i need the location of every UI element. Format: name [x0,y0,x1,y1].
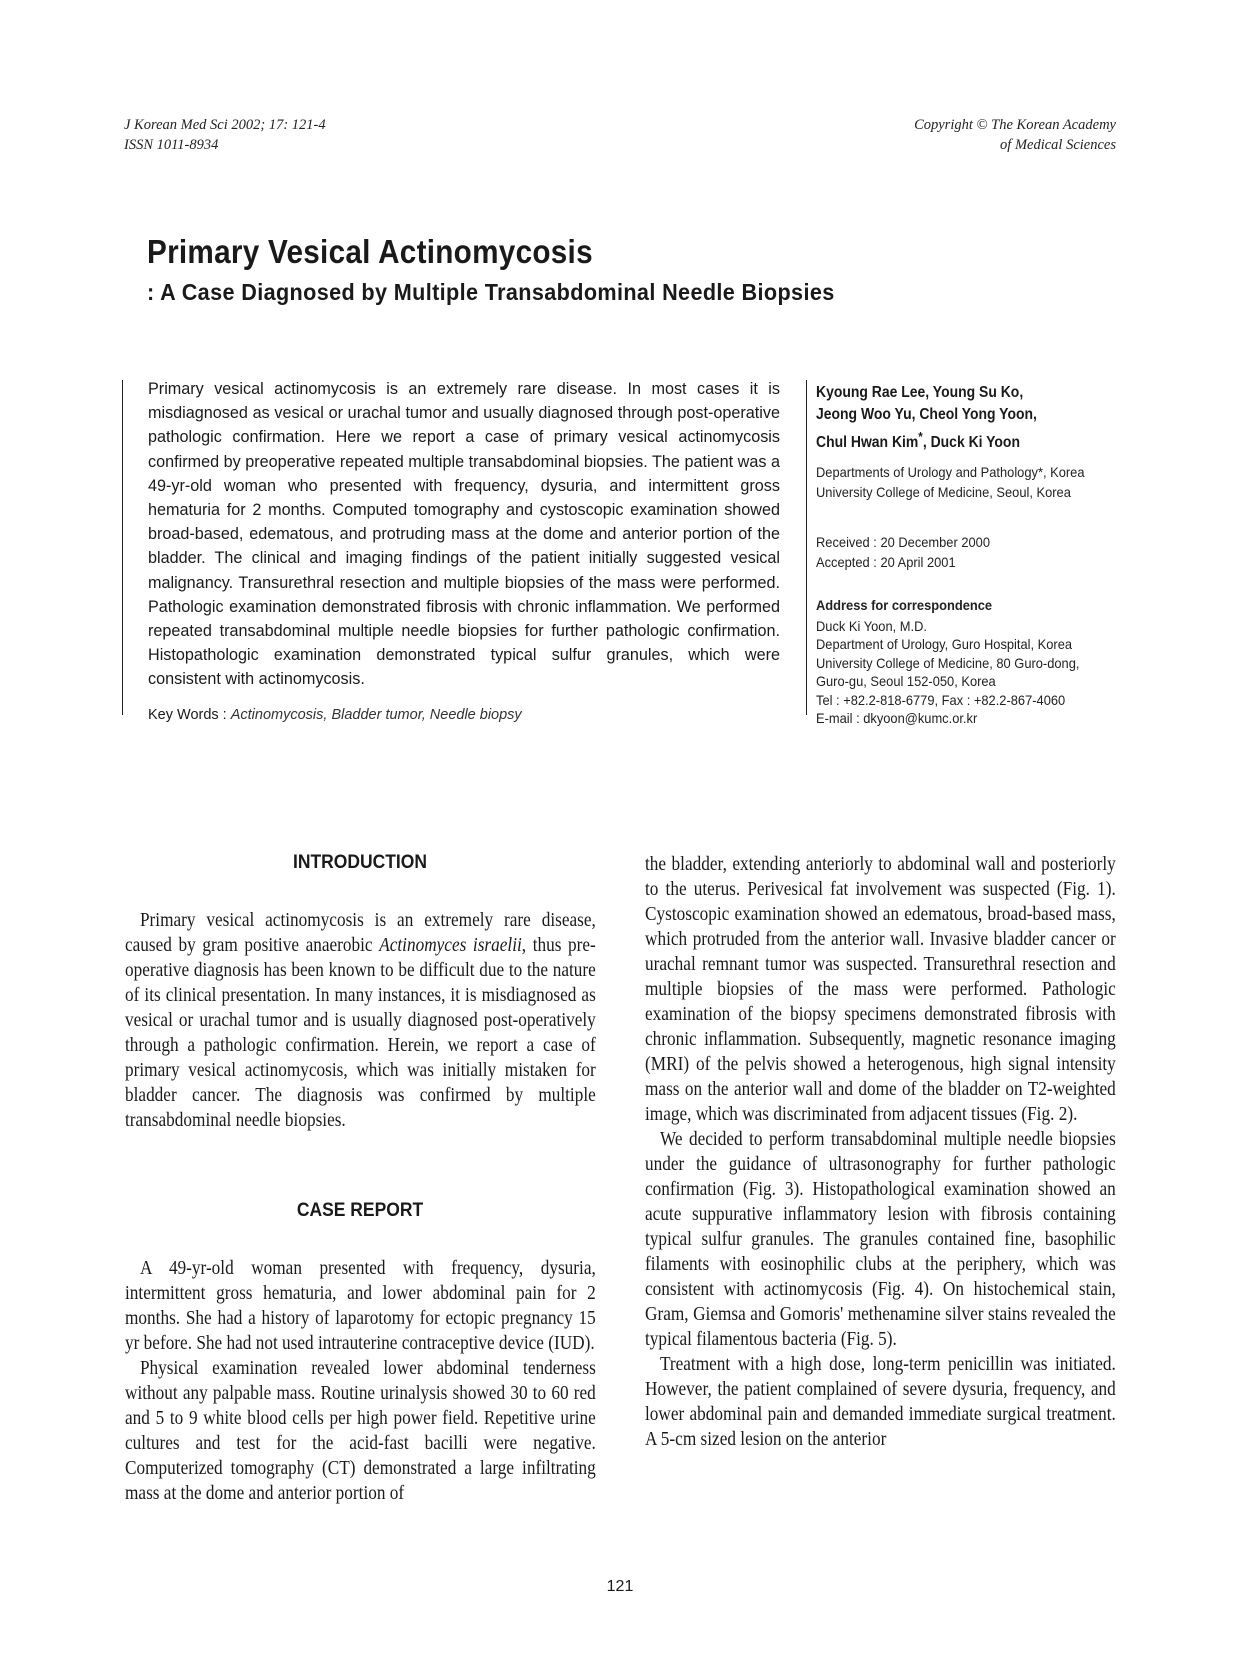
intro-text-a: Primary vesical actinomycosis is an extremely rare disease, caused by gram positive anaerobic [125,910,596,956]
section-heading-case-report: CASE REPORT [296,1200,424,1221]
abstract-right-rule [806,380,807,715]
article-subtitle: : A Case Diagnosed by Multiple Transabdominal Needle Biopsies [147,279,835,305]
affiliation [816,462,1092,502]
correspondence [816,596,1092,728]
introduction-paragraph [125,908,596,1133]
article-title: Primary Vesical Actinomycosis [147,233,593,270]
accepted-value: 20 April 2001 [880,554,956,570]
author-yoon: , Duck Ki Yoon [922,434,1020,452]
author-list [816,382,1086,454]
introduction-body [125,908,596,1133]
right-paragraph-2: We decided to perform transabdominal multiple needle biopsies under the guidance of ultrasonography for further pathologic confirmation (Fig. 3). Histopathological examination showed an acute suppurative inflammatory lesion with fibrosis containing typical sulfur granules. The granules contained fine, basophilic filaments with eosinophilic clubs at the periphery, which was consistent with actinomycosis (Fig. 4). On histochemical stain, Gram, Giemsa and Gomoris' methenamine silver stains revealed the typical filamentous bacteria (Fig. 5). [645,1129,1116,1350]
correspondence-email: E-mail : dkyoon@kumc.or.kr [816,710,978,726]
section-heading-introduction: INTRODUCTION [292,852,428,873]
article-dates [816,532,1092,572]
keywords [148,707,522,723]
case-paragraph-1: A 49-yr-old woman presented with frequency, dysuria, intermittent gross hematuria, and lower abdominal pain for 2 months. She had a history of laparotomy for ectopic pregnancy 15 yr before. She had not used intrauterine contraceptive device (IUD). [125,1258,596,1354]
abstract-text: Primary vesical actinomycosis is an extremely rare disease. In most cases it is misdiagnosed as vesical or urachal tumor and usually diagnosed through post-operative pathologic confirmation. Here we report a case of primary vesical actinomycosis confirmed by preoperative repeated multiple transabdominal biopsies. The patient was a 49-yr-old woman who presented with frequency, dysuria, and intermittent gross hematuria for 2 months. Computed tomography and cystoscopic examination showed broad-based, edematous, and protruding mass at the dome and anterior portion of the bladder. The clinical and imaging findings of the patient initially suggested vesical malignancy. Transurethral resection and multiple biopsies of the mass were performed. Pathologic examination demonstrated fibrosis with chronic inflammation. We performed repeated transabdominal multiple needle biopsies for further pathologic confirmation. Histopathologic examination demonstrated typical sulfur granules, which were consistent with actinomycosis. [148,380,780,689]
accepted-label: Accepted : [816,554,877,570]
correspondence-line-1: Department of Urology, Guro Hospital, Korea [816,636,1073,652]
correspondence-line-2: University College of Medicine, 80 Guro-dong, [816,654,1080,671]
correspondence-name: Duck Ki Yoon, M.D. [816,617,927,634]
correspondence-line-3: Guro-gu, Seoul 152-050, Korea [816,673,996,689]
copyright-line-1: Copyright © The Korean Academy [914,117,1116,133]
correspondence-phone: Tel : +82.2-818-6779, Fax : +82.2-867-4060 [816,691,1066,708]
case-paragraph-2: Physical examination revealed lower abdominal tenderness without any palpable mass. Routine urinalysis showed 30 to 60 red and 5 to 9 white blood cells per high power field. Repetitive urine cultures and test for the acid-fast bacilli were negative. Computerized tomography (CT) demonstrated a large infiltrating mass at the dome and anterior portion of [125,1358,596,1504]
keywords-label: Key Words : [148,707,227,723]
affiliation-mark: * [918,429,923,444]
authors-line-1: Kyoung Rae Lee, Young Su Ko, [816,384,1024,401]
affiliation-line-1: Departments of Urology and Pathology*, Korea [816,464,1085,480]
journal-citation: J Korean Med Sci 2002; 17: 121-4 [124,117,326,133]
issn: ISSN 1011-8934 [124,137,219,153]
keywords-value: Actinomycosis, Bladder tumor, Needle biopsy [230,707,522,723]
correspondence-heading: Address for correspondence [816,597,993,613]
author-kim: Chul Hwan Kim [816,434,919,452]
case-report-body [125,1256,596,1506]
intro-text-b: , thus pre-operative diagnosis has been known to be difficult due to the nature of its clinical presentation. In many instances, it is misdiagnosed as vesical or urachal tumor and is usually diagnosed post-operatively through a pathologic confirmation. Herein, we report a case of primary vesical actinomycosis, which was initially mistaken for bladder cancer. The diagnosis was confirmed by multiple transabdominal needle biopsies. [125,935,596,1131]
right-column-body [645,852,1116,1452]
running-header-right [914,115,1116,155]
right-paragraph-3: Treatment with a high dose, long-term penicillin was initiated. However, the patient complained of severe dysuria, frequency, and lower abdominal pain and demanded immediate surgical treatment. A 5-cm sized lesion on the anterior [645,1354,1116,1450]
right-paragraph-1: the bladder, extending anteriorly to abdominal wall and posteriorly to the uterus. Perivesical fat involvement was suspected (Fig. 1). Cystoscopic examination showed an edematous, broad-based mass, which protruded from the anterior wall. Invasive bladder cancer or urachal remnant tumor was suspected. Transurethral resection and multiple biopsies of the mass were performed. Pathologic examination of the biopsy specimens demonstrated fibrosis with chronic inflammation. Subsequently, magnetic resonance imaging (MRI) of the pelvis showed a heterogenous, high signal intensity mass on the anterior wall and dome of the bladder on T2-weighted image, which was discriminated from adjacent tissues (Fig. 2). [645,854,1116,1125]
received-label: Received : [816,534,877,550]
abstract-left-rule [122,380,123,715]
authors-line-2: Jeong Woo Yu, Cheol Yong Yoon, [816,406,1037,423]
received-date [816,532,1092,552]
page-number: 121 [606,1578,634,1595]
running-header-left [124,115,326,155]
organism-name: Actinomyces israelii [379,935,522,956]
accepted-date [816,552,1092,572]
copyright-line-2: of Medical Sciences [1000,137,1116,153]
authors-line-3 [816,426,1086,454]
abstract [148,377,780,692]
received-value: 20 December 2000 [880,534,990,550]
affiliation-line-2: University College of Medicine, Seoul, Korea [816,484,1071,500]
